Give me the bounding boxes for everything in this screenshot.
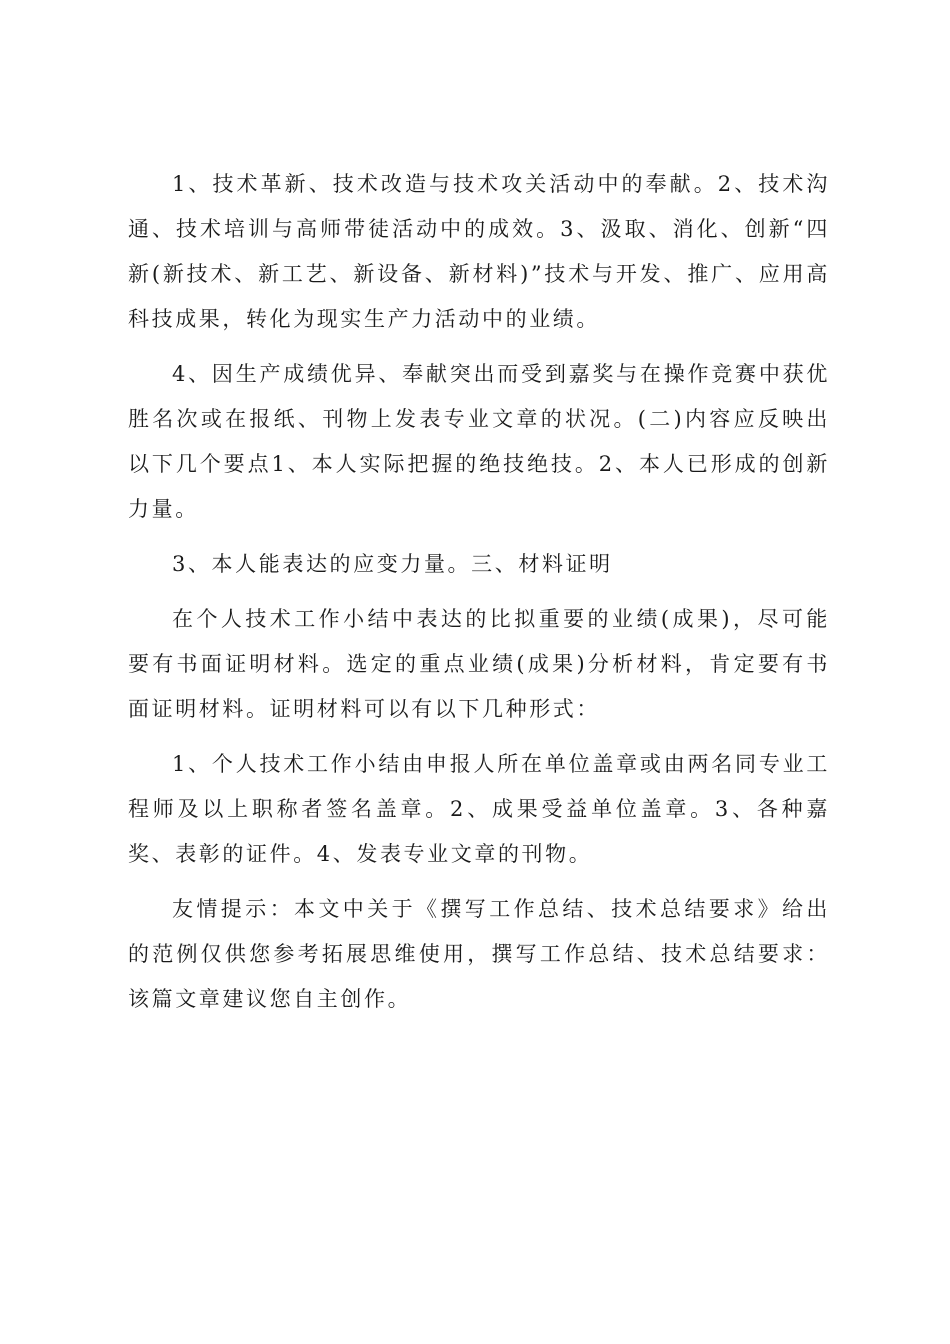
paragraph-evidence-forms: 1、个人技术工作小结由申报人所在单位盖章或由两名同专业工程师及以上职称者签名盖章。2、成果受益单位盖章。3、各种嘉奖、表彰的证件。4、发表专业文章的刊物。 — [128, 752, 830, 866]
paragraph-evidence: 在个人技术工作小结中表达的比拟重要的业绩(成果)，尽可能要有书面证明材料。选定的重点业绩(成果)分析材料，肯定要有书面证明材料。证明材料可以有以下几种形式： — [128, 607, 830, 721]
paragraph-awards: 4、因生产成绩优异、奉献突出而受到嘉奖与在操作竞赛中获优胜名次或在报纸、刊物上发表专业文章的状况。(二)内容应反映出以下几个要点1、本人实际把握的绝技绝技。2、本人已形成的创新力量。 — [128, 362, 830, 521]
paragraph-adaptability: 3、本人能表达的应变力量。三、材料证明 — [172, 552, 613, 576]
paragraph-tip: 友情提示：本文中关于《撰写工作总结、技术总结要求》给出的范例仅供您参考拓展思维使用，撰写工作总结、技术总结要求：该篇文章建议您自主创作。 — [128, 897, 830, 1011]
paragraph-contributions: 1、技术革新、技术改造与技术攻关活动中的奉献。2、技术沟通、技术培训与高师带徒活动中的成效。3、汲取、消化、创新“四新(新技术、新工艺、新设备、新材料)”技术与开发、推广、应用高科技成果，转化为现实生产力活动中的业绩。 — [128, 172, 830, 331]
document-body — [128, 162, 830, 1022]
